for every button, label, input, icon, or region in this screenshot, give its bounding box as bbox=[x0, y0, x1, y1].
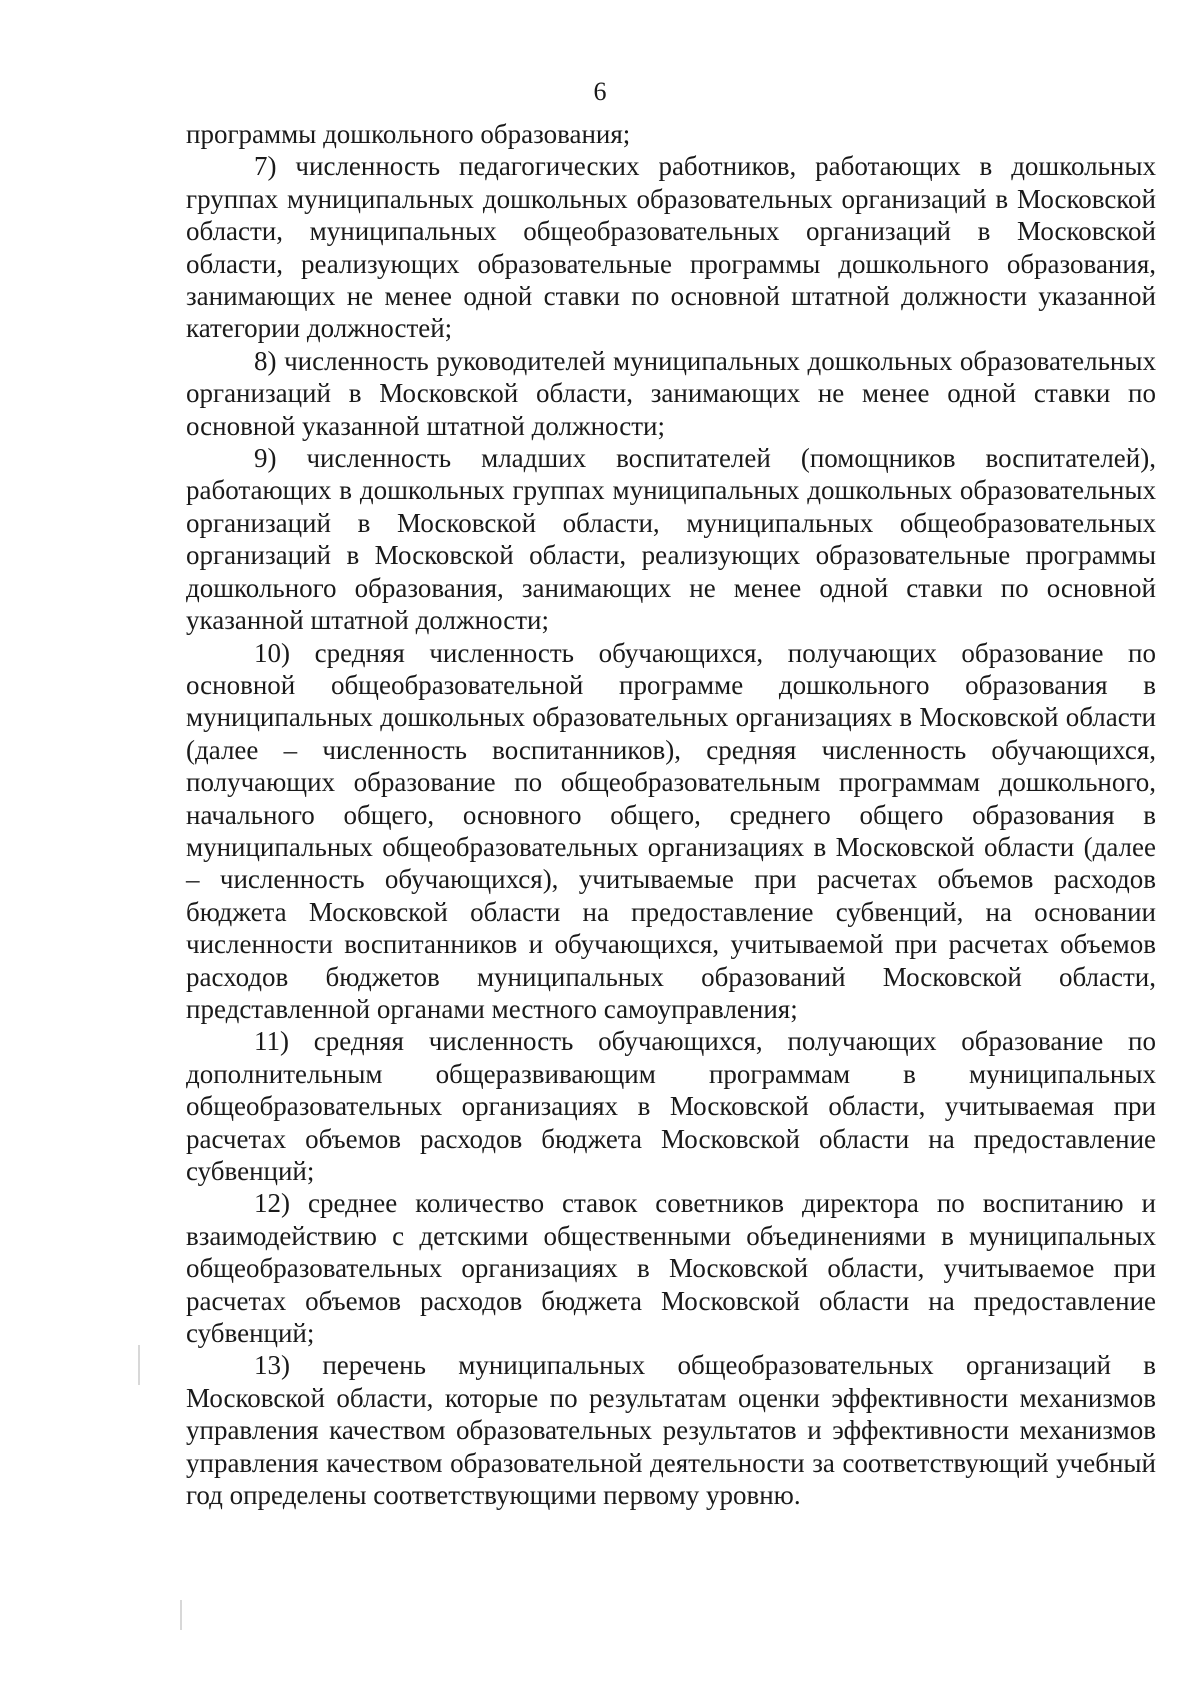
paragraph: 8) численность руководителей муниципальных дошкольных образовательных организаций в Московской области, занимающих не менее одной ставки по основной указанной штатной должности; bbox=[186, 345, 1156, 441]
paragraph: программы дошкольного образования; bbox=[186, 119, 631, 149]
paragraph: 7) численность педагогических работников, работающих в дошкольных группах муниципальных дошкольных образовательных организаций в Московской области, муниципальных общеобразовательных организаций в Московской области, реализующих образовательные программы дошкольного образования, занимающих не менее одной ставки по основной штатной должности указанной категории должностей; bbox=[186, 151, 1156, 344]
page-number: 6 bbox=[593, 77, 607, 106]
paragraph: 10) средняя численность обучающихся, получающих образование по основной общеобразовательной программе дошкольного образования в муниципальных дошкольных образовательных организациях в Московской области (далее – численность воспитанников), средняя численность обучающихся, получающих образование по общеобразовательным программам дошкольного, начального общего, основного общего, среднего общего образования в муниципальных общеобразовательных организациях в Московской области (далее – численность обучающихся), учитываемые при расчетах объемов расходов бюджета Московской области на предоставление субвенций, на основании численности воспитанников и обучающихся, учитываемой при расчетах объемов расходов бюджетов муниципальных образований Московской области, представленной органами местного самоуправления; bbox=[186, 637, 1156, 1024]
scan-artifact bbox=[180, 1600, 182, 1630]
scan-artifact bbox=[138, 1345, 140, 1385]
paragraph: 12) среднее количество ставок советников директора по воспитанию и взаимодействию с детскими общественными объединениями в муниципальных общеобразовательных организациях в Московской области, учитываемое при расчетах объемов расходов бюджета Московской области на предоставление субвенций; bbox=[186, 1188, 1156, 1349]
paragraph: 13) перечень муниципальных общеобразовательных организаций в Московской области, которые по результатам оценки эффективности механизмов управления качеством образовательных результатов и эффективности механизмов управления качеством образовательной деятельности за соответствующий учебный год определены соответствующими первому уровню. bbox=[186, 1350, 1156, 1511]
document-body bbox=[186, 118, 1156, 1511]
paragraph: 11) средняя численность обучающихся, получающих образование по дополнительным общеразвивающим программам в муниципальных общеобразовательных организациях в Московской области, учитываемая при расчетах объемов расходов бюджета Московской области на предоставление субвенций; bbox=[186, 1026, 1156, 1186]
paragraph: 9) численность младших воспитателей (помощников воспитателей), работающих в дошкольных группах муниципальных дошкольных образовательных организаций в Московской области, муниципальных общеобразовательных организаций в Московской области, реализующих образовательные программы дошкольного образования, занимающих не менее одной ставки по основной указанной штатной должности; bbox=[186, 443, 1156, 636]
